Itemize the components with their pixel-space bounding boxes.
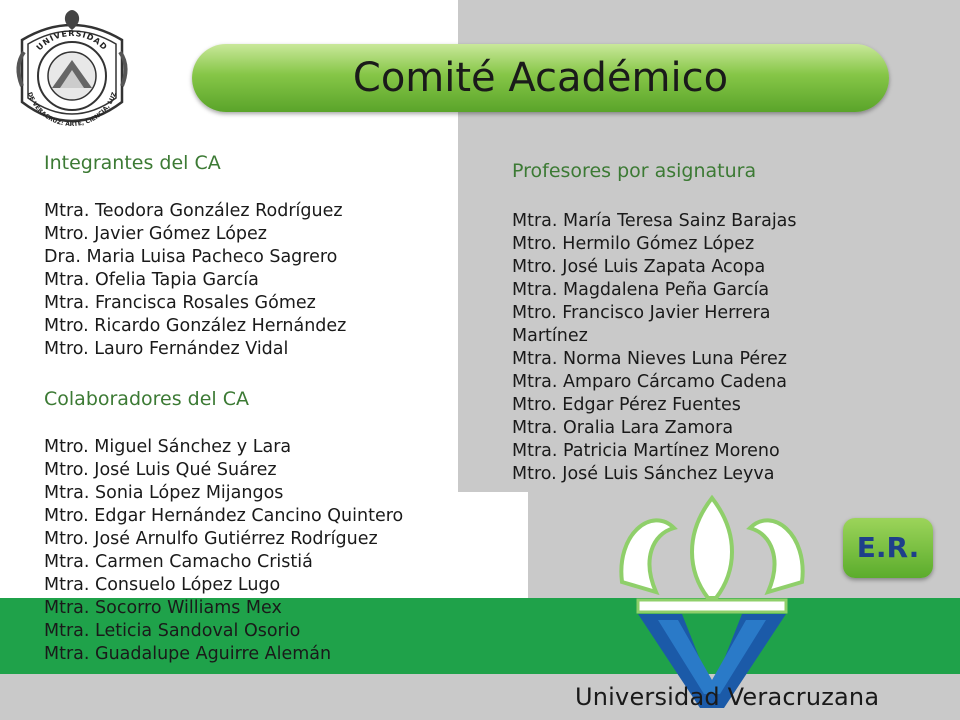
profesor-member: Mtro. José Luis Zapata Acopa <box>512 257 766 277</box>
profesor-member: Mtro. Francisco Javier Herrera <box>512 303 771 323</box>
university-seal-icon <box>8 6 136 140</box>
profesor-member: Mtro. José Luis Sánchez Leyva <box>512 464 775 484</box>
panel-notch <box>458 492 528 600</box>
profesor-member: Mtra. Patricia Martínez Moreno <box>512 441 780 461</box>
profesor-member: Mtro. Edgar Pérez Fuentes <box>512 395 741 415</box>
profesor-member: Mtro. Hermilo Gómez López <box>512 234 755 254</box>
colaborador-member: Mtra. Consuelo López Lugo <box>44 575 281 595</box>
profesor-member: Mtra. Norma Nieves Luna Pérez <box>512 349 787 369</box>
integrantes-heading: Integrantes del CA <box>44 152 221 174</box>
colaborador-member: Mtro. José Luis Qué Suárez <box>44 460 277 480</box>
colaborador-member: Mtra. Socorro Williams Mex <box>44 598 282 618</box>
integrante-member: Mtra. Teodora González Rodríguez <box>44 201 343 221</box>
seal-top-text: UNIVERSIDAD <box>34 28 110 53</box>
university-name: Universidad Veracruzana <box>575 683 880 711</box>
colaborador-member: Mtra. Sonia López Mijangos <box>44 483 284 503</box>
colaborador-member: Mtro. Edgar Hernández Cancino Quintero <box>44 506 404 526</box>
integrante-member: Mtra. Francisca Rosales Gómez <box>44 293 316 313</box>
profesor-member: Mtra. Magdalena Peña García <box>512 280 770 300</box>
integrante-member: Mtra. Ofelia Tapia García <box>44 270 259 290</box>
colaborador-member: Mtra. Carmen Camacho Cristiá <box>44 552 313 572</box>
colaborador-member: Mtra. Guadalupe Aguirre Alemán <box>44 644 332 664</box>
page-title: Comité Académico <box>352 55 729 101</box>
seal-bottom-text: DE VERACRUZ: ARTE, CIENCIA, LUZ <box>25 91 119 129</box>
integrante-member: Dra. Maria Luisa Pacheco Sagrero <box>44 247 338 267</box>
colaboradores-heading: Colaboradores del CA <box>44 388 249 410</box>
er-button[interactable]: E.R. <box>843 518 933 578</box>
profesor-member: Mtra. Oralia Lara Zamora <box>512 418 734 438</box>
fleur-de-lis-icon <box>612 494 812 714</box>
integrante-member: Mtro. Lauro Fernández Vidal <box>44 339 289 359</box>
integrantes-list <box>44 200 346 361</box>
colaborador-member: Mtra. Leticia Sandoval Osorio <box>44 621 301 641</box>
profesor-member: Mtra. Amparo Cárcamo Cadena <box>512 372 787 392</box>
profesor-member: Mtra. María Teresa Sainz Barajas <box>512 211 797 231</box>
profesores-list <box>512 210 797 486</box>
colaborador-member: Mtro. Miguel Sánchez y Lara <box>44 437 292 457</box>
integrante-member: Mtro. Javier Gómez López <box>44 224 267 244</box>
colaborador-member: Mtro. José Arnulfo Gutiérrez Rodríguez <box>44 529 378 549</box>
colaboradores-list <box>44 436 403 666</box>
profesor-member: Martínez <box>512 326 588 346</box>
profesores-heading: Profesores por asignatura <box>512 160 757 182</box>
integrante-member: Mtro. Ricardo González Hernández <box>44 316 347 336</box>
